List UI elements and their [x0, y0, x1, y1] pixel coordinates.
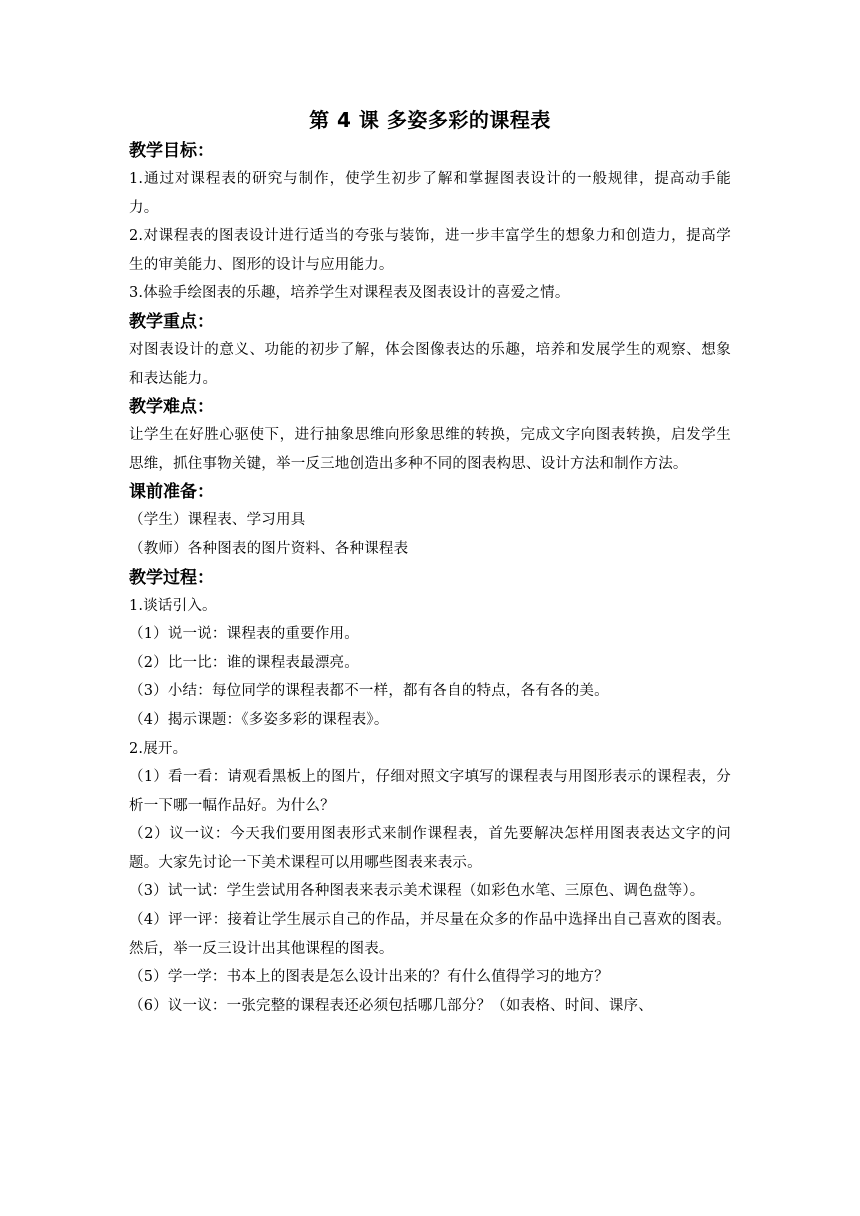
process-step: （4）评一评：接着让学生展示自己的作品，并尽量在众多的作品中选择出自己喜欢的图表。然后，举一反三设计出其他课程的图表。 — [129, 912, 731, 957]
process-step: （3）小结：每位同学的课程表都不一样，都有各自的特点，各有各的美。 — [129, 683, 609, 700]
section-heading-difficulties: 教学难点： — [129, 397, 214, 418]
document-page — [129, 103, 731, 1020]
section-heading-key-points: 教学重点： — [129, 311, 214, 332]
page-title: 第 4 课 多姿多彩的课程表 — [309, 108, 551, 132]
key-points-text: 对图表设计的意义、功能的初步了解，体会图像表达的乐趣，培养和发展学生的观察、想象和表达能力。 — [129, 341, 731, 387]
process-step: （1）说一说：课程表的重要作用。 — [129, 626, 359, 643]
process-step: 1.谈话引入。 — [129, 597, 217, 614]
objective-1: 1.通过对课程表的研究与制作，使学生初步了解和掌握图表设计的一般规律，提高动手能力。 — [129, 171, 731, 216]
objective-2: 2.对课程表的图表设计进行适当的夸张与装饰，进一步丰富学生的想象力和创造力，提高学生的审美能力、图形的设计与应用能力。 — [129, 228, 731, 273]
section-heading-process: 教学过程： — [129, 567, 214, 588]
preparation-student: （学生）课程表、学习用具 — [129, 512, 306, 529]
process-step: 2.展开。 — [129, 740, 188, 757]
process-step: （2）议一议：今天我们要用图表形式来制作课程表，首先要解决怎样用图表表达文字的问题。大家先讨论一下美术课程可以用哪些图表来表示。 — [129, 826, 731, 871]
section-heading-objectives: 教学目标： — [129, 141, 214, 161]
preparation-teacher: （教师）各种图表的图片资料、各种课程表 — [129, 540, 409, 557]
process-step: （6）议一议：一张完整的课程表还必须包括哪几部分？（如表格、时间、课序、 — [129, 997, 653, 1014]
process-step: （5）学一学：书本上的图表是怎么设计出来的？有什么值得学习的地方？ — [129, 969, 609, 986]
process-step: （2）比一比：谁的课程表最漂亮。 — [129, 654, 359, 671]
difficulties-text: 让学生在好胜心驱使下，进行抽象思维向形象思维的转换，完成文字向图表转换，启发学生思维，抓住事物关键，举一反三地创造出多种不同的图表构思、设计方法和制作方法。 — [129, 427, 731, 472]
process-step: （3）试一试：学生尝试用各种图表来表示美术课程（如彩色水笔、三原色、调色盘等）。 — [129, 883, 705, 900]
objective-3: 3.体验手绘图表的乐趣，培养学生对课程表及图表设计的喜爱之情。 — [129, 285, 570, 302]
process-step: （4）揭示课题：《多姿多彩的课程表》。 — [129, 711, 389, 728]
section-heading-preparation: 课前准备： — [129, 482, 214, 503]
process-step: （1）看一看：请观看黑板上的图片，仔细对照文字填写的课程表与用图形表示的课程表，分析一下哪一幅作品好。为什么？ — [129, 769, 731, 814]
